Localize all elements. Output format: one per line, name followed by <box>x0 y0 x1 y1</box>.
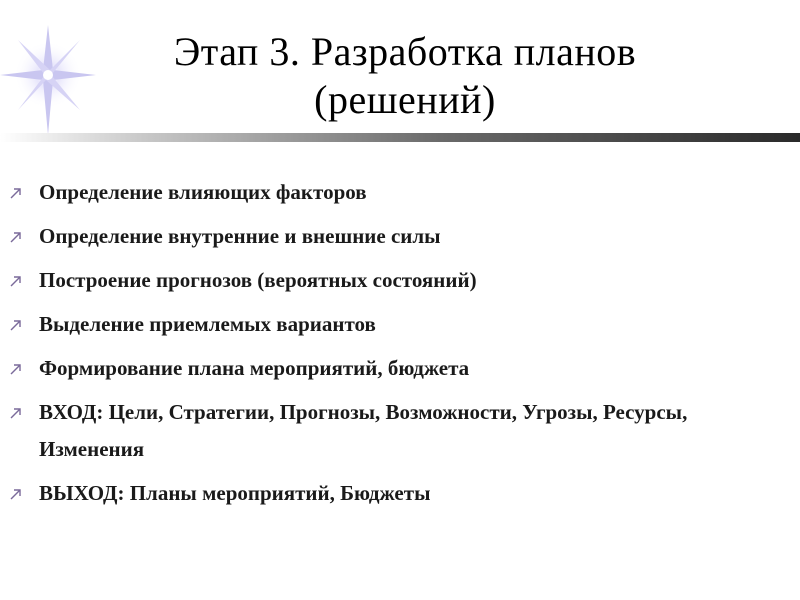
title-divider <box>0 133 800 142</box>
arrow-up-right-icon <box>9 230 23 244</box>
list-item-text: ВЫХОД: Планы мероприятий, Бюджеты <box>39 481 431 505</box>
arrow-up-right-icon <box>9 362 23 376</box>
list-item-text: Построение прогнозов (вероятных состояний) <box>39 268 477 292</box>
arrow-up-right-icon <box>9 406 23 420</box>
list-item-text: Формирование плана мероприятий, бюджета <box>39 356 470 380</box>
bullet-list <box>0 174 800 519</box>
arrow-up-right-icon <box>9 487 23 501</box>
slide-title: Этап 3. Разработка планов (решений) <box>173 29 637 122</box>
list-item <box>0 306 800 343</box>
list-item <box>0 218 800 255</box>
list-item <box>0 475 800 512</box>
list-item <box>0 174 800 211</box>
list-item <box>0 262 800 299</box>
list-item-text: Выделение приемлемых вариантов <box>39 312 376 336</box>
arrow-up-right-icon <box>9 186 23 200</box>
arrow-up-right-icon <box>9 318 23 332</box>
list-item-text: ВХОД: Цели, Стратегии, Прогнозы, Возможности, Угрозы, Ресурсы, Изменения <box>39 400 688 461</box>
list-item <box>0 394 800 468</box>
list-item <box>0 350 800 387</box>
sparkle-star-icon <box>0 20 100 140</box>
list-item-text: Определение влияющих факторов <box>39 180 367 204</box>
arrow-up-right-icon <box>9 274 23 288</box>
list-item-text: Определение внутренние и внешние силы <box>39 224 441 248</box>
